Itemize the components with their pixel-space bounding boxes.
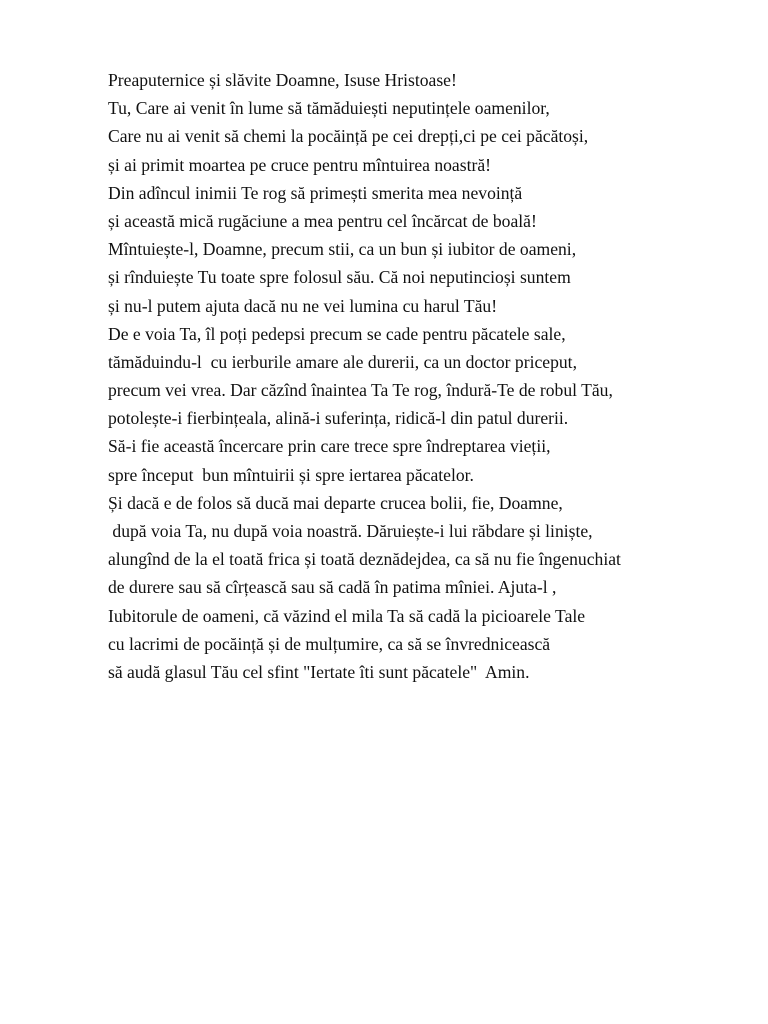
text-line: alungînd de la el toată frica și toată deznădejdea, ca să nu fie îngenuchiat [108,549,621,570]
text-line: Și dacă e de folos să ducă mai departe crucea bolii, fie, Doamne, [108,492,563,513]
text-line: de durere sau să cîrțească sau să cadă în patima mîniei. Ajuta-l , [108,577,557,598]
text-line: Care nu ai venit să chemi la pocăință pe cei drepți,ci pe cei păcătoși, [108,126,589,147]
text-line: Iubitorule de oameni, că văzind el mila Ta să cadă la picioarele Tale [108,605,586,626]
text-line: precum vei vrea. Dar căzînd înaintea Ta Te rog, îndură-Te de robul Tău, [108,380,613,401]
text-line: și rînduiește Tu toate spre folosul său. Că noi neputincioși suntem [108,267,571,288]
text-line: și nu-l putem ajuta dacă nu ne vei lumina cu harul Tău! [108,295,498,316]
text-line: Din adîncul inimii Te rog să primești smerita mea nevoință [108,182,523,203]
prayer-text [108,66,758,686]
text-line: să audă glasul Tău cel sfint "Iertate îti sunt păcatele" Amin. [108,661,530,682]
text-line: și ai primit moartea pe cruce pentru mîntuirea noastră! [108,154,491,175]
text-line: Preaputernice și slăvite Doamne, Isuse Hristoase! [108,70,457,90]
text-line: spre început bun mîntuirii și spre iertarea păcatelor. [108,464,474,485]
text-line: potolește-i fierbințeala, alină-i suferința, ridică-l din patul durerii. [108,408,569,429]
text-line: tămăduindu-l cu ierburile amare ale durerii, ca un doctor priceput, [108,351,577,372]
text-line: și această mică rugăciune a mea pentru cel încărcat de boală! [108,210,537,231]
text-line: Tu, Care ai venit în lume să tămăduiești neputințele oamenilor, [108,98,550,119]
text-line: cu lacrimi de pocăință și de mulțumire, ca să se învrednicească [108,633,551,654]
text-line: Să-i fie această încercare prin care trece spre îndreptarea vieții, [108,436,551,457]
text-line: Mîntuiește-l, Doamne, precum stii, ca un bun și iubitor de oameni, [108,239,577,260]
text-line: De e voia Ta, îl poți pedepsi precum se cade pentru păcatele sale, [108,323,566,344]
text-line: după voia Ta, nu după voia noastră. Dăruiește-i lui răbdare și liniște, [108,521,593,541]
